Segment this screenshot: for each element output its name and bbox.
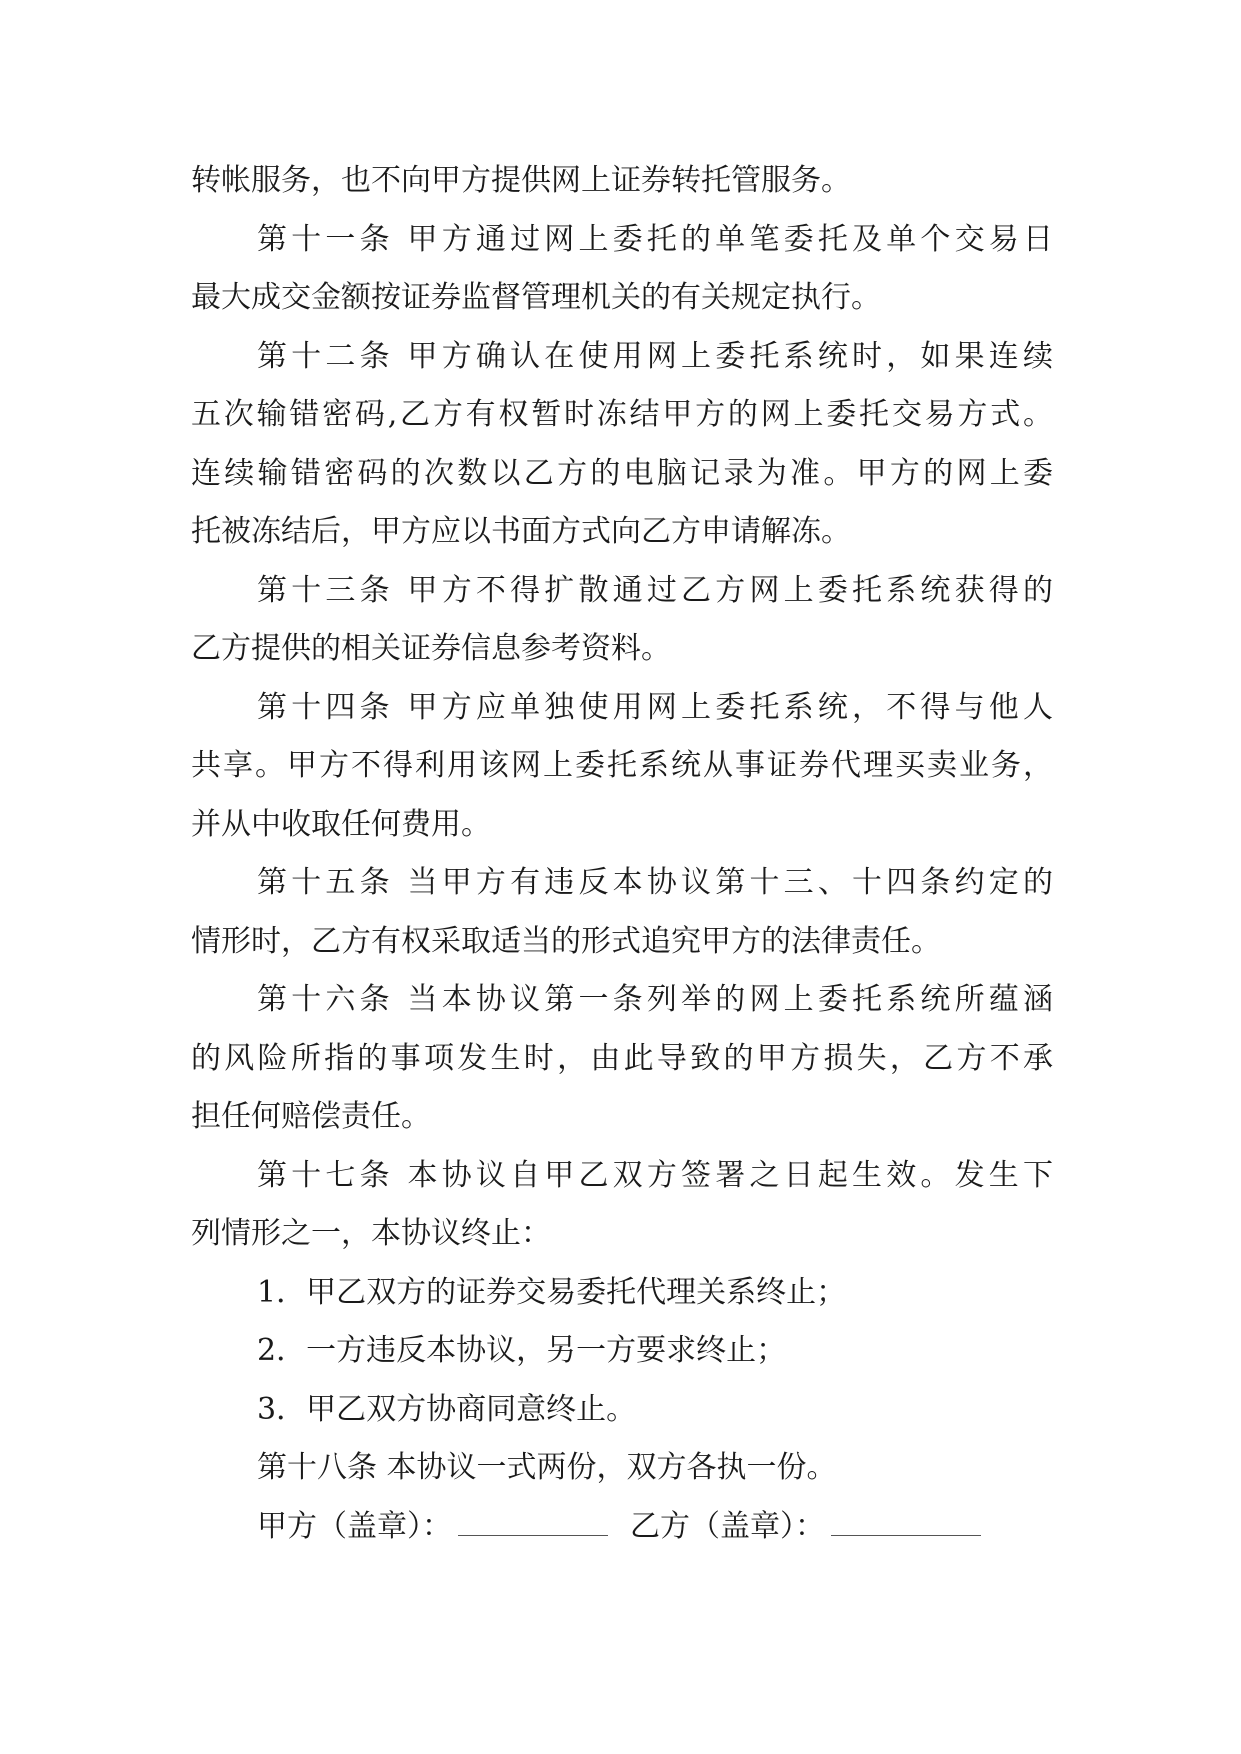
list-item: 2．一方违反本协议，另一方要求终止； [257, 1333, 787, 1368]
text-line: 并从中收取任何费用。 [191, 806, 491, 842]
article-14-heading-line: 第十四条 甲方应单独使用网上委托系统，不得与他人 [257, 689, 1053, 725]
article-16-heading-line: 第十六条 当本协议第一条列举的网上委托系统所蕴涵 [257, 982, 1053, 1017]
article-11-heading-line: 第十一条 甲方通过网上委托的单笔委托及单个交易日 [257, 221, 1053, 257]
list-item: 3．甲乙双方协商同意终止。 [257, 1391, 637, 1427]
party-a-seal-label: 甲方（盖章）： [257, 1508, 452, 1544]
text-line: 最大成交金额按证券监督管理机关的有关规定执行。 [191, 280, 881, 315]
text-line: 担任何赔偿责任。 [191, 1099, 431, 1134]
text-line: 乙方提供的相关证券信息参考资料。 [191, 631, 671, 666]
party-b-seal-label: 乙方（盖章）： [630, 1508, 825, 1544]
article-15-heading-line: 第十五条 当甲方有违反本协议第十三、十四条约定的 [257, 865, 1053, 900]
text-line: 的风险所指的事项发生时，由此导致的甲方损失，乙方不承 [191, 1040, 1053, 1076]
article-17-heading-line: 第十七条 本协议自甲乙双方签署之日起生效。发生下 [257, 1157, 1053, 1193]
text-line: 托被冻结后，甲方应以书面方式向乙方申请解冻。 [191, 514, 851, 549]
text-line: 共享。甲方不得利用该网上委托系统从事证券代理买卖业务， [191, 748, 1053, 783]
signature-row [191, 1498, 1053, 1557]
document-page [191, 152, 1053, 1556]
text-line: 情形时，乙方有权采取适当的形式追究甲方的法律责任。 [191, 923, 941, 959]
article-12-heading-line: 第十二条 甲方确认在使用网上委托系统时，如果连续 [257, 338, 1053, 374]
article-13-heading-line: 第十三条 甲方不得扩散通过乙方网上委托系统获得的 [257, 572, 1053, 608]
article-18-line: 第十八条 本协议一式两份，双方各执一份。 [257, 1450, 837, 1485]
text-line: 转帐服务，也不向甲方提供网上证券转托管服务。 [191, 163, 851, 198]
party-b-seal-blank [831, 1517, 981, 1536]
text-line: 五次输错密码,乙方有权暂时冻结甲方的网上委托交易方式。 [191, 397, 1053, 432]
text-line: 连续输错密码的次数以乙方的电脑记录为准。甲方的网上委 [191, 455, 1053, 491]
party-a-seal-blank [458, 1517, 608, 1536]
list-item: 1．甲乙双方的证券交易委托代理关系终止； [257, 1274, 847, 1310]
text-line: 列情形之一，本协议终止： [191, 1216, 551, 1251]
